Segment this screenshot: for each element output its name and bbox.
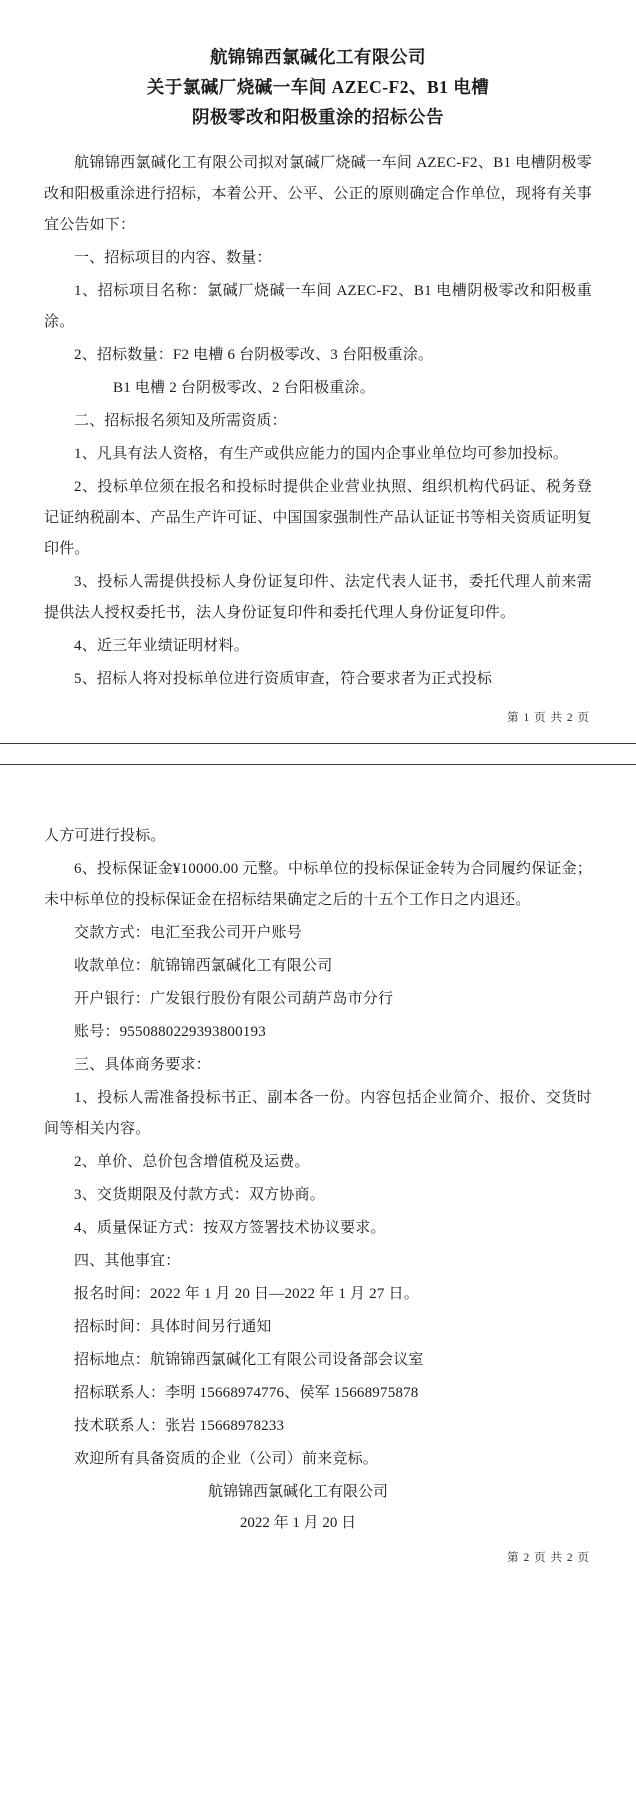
page-break-divider bbox=[0, 743, 636, 765]
title-line-1: 航锦锦西氯碱化工有限公司 bbox=[210, 47, 426, 67]
paragraph: 航锦锦西氯碱化工有限公司拟对氯碱厂烧碱一车间 AZEC-F2、B1 电槽阴极零改和阳极重涂进行招标，本着公开、公平、公正的原则确定合作单位，现将有关事宜公告如下： bbox=[44, 155, 592, 233]
signature-date: 2022 年 1 月 20 日 bbox=[239, 1515, 357, 1531]
signature-block bbox=[44, 1477, 592, 1539]
page-1-footer: 第 1 页 共 2 页 bbox=[507, 712, 590, 724]
paragraph: B1 电槽 2 台阴极零改、2 台阳极重涂。 bbox=[113, 380, 375, 396]
paragraph: 4、近三年业绩证明材料。 bbox=[74, 638, 249, 654]
bid-time: 招标时间：具体时间另行通知 bbox=[74, 1319, 272, 1335]
payee-name: 收款单位：航锦锦西氯碱化工有限公司 bbox=[74, 958, 333, 974]
page-2-body bbox=[44, 821, 592, 1475]
document-page-2 bbox=[0, 765, 636, 1579]
paragraph: 1、投标人需准备投标书正、副本各一份。内容包括企业简介、报价、交货时间等相关内容。 bbox=[44, 1090, 592, 1137]
closing-invitation: 欢迎所有具备资质的企业（公司）前来竞标。 bbox=[74, 1451, 379, 1467]
paragraph: 2、单价、总价包含增值税及运费。 bbox=[74, 1154, 310, 1170]
paragraph: 1、凡具有法人资格，有生产或供应能力的国内企事业单位均可参加投标。 bbox=[74, 446, 569, 462]
paragraph: 1、招标项目名称：氯碱厂烧碱一车间 AZEC-F2、B1 电槽阴极零改和阳极重涂。 bbox=[44, 283, 592, 330]
paragraph: 人方可进行投标。 bbox=[44, 828, 166, 844]
section-heading-one: 一、招标项目的内容、数量： bbox=[74, 250, 272, 266]
title-line-2: 关于氯碱厂烧碱一车间 AZEC-F2、B1 电槽 bbox=[146, 77, 490, 97]
document-page-1 bbox=[0, 0, 636, 735]
paragraph: 2、投标单位须在报名和投标时提供企业营业执照、组织机构代码证、税务登记证纳税副本、产品生产许可证、中国国家强制性产品认证证书等相关资质证明复印件。 bbox=[44, 479, 592, 557]
section-heading-four: 四、其他事宜： bbox=[74, 1253, 181, 1269]
section-heading-three: 三、具体商务要求： bbox=[74, 1057, 211, 1073]
bid-location: 招标地点：航锦锦西氯碱化工有限公司设备部会议室 bbox=[74, 1352, 424, 1368]
title-line-3: 阴极零改和阳极重涂的招标公告 bbox=[192, 107, 444, 127]
section-heading-two: 二、招标报名须知及所需资质： bbox=[74, 413, 287, 429]
page-title bbox=[50, 42, 586, 132]
bank-name: 开户银行：广发银行股份有限公司葫芦岛市分行 bbox=[74, 991, 394, 1007]
signature-company: 航锦锦西氯碱化工有限公司 bbox=[207, 1484, 388, 1500]
bid-contacts: 招标联系人：李明 15668974776、侯军 15668975878 bbox=[74, 1385, 419, 1401]
page-2-footer: 第 2 页 共 2 页 bbox=[507, 1552, 590, 1564]
payment-method: 交款方式：电汇至我公司开户账号 bbox=[74, 925, 303, 941]
account-number: 账号：9550880229393800193 bbox=[74, 1024, 266, 1040]
paragraph: 5、招标人将对投标单位进行资质审查，符合要求者为正式投标 bbox=[74, 671, 493, 687]
paragraph: 6、投标保证金¥10000.00 元整。中标单位的投标保证金转为合同履约保证金；未中标单位的投标保证金在招标结果确定之后的十五个工作日之内退还。 bbox=[44, 861, 593, 908]
paragraph: 2、招标数量：F2 电槽 6 台阴极零改、3 台阳极重涂。 bbox=[74, 347, 434, 363]
paragraph: 3、交货期限及付款方式：双方协商。 bbox=[74, 1187, 325, 1203]
page-1-body bbox=[44, 148, 592, 695]
paragraph: 4、质量保证方式：按双方签署技术协议要求。 bbox=[74, 1220, 386, 1236]
technical-contact: 技术联系人：张岩 15668978233 bbox=[74, 1418, 285, 1434]
paragraph: 3、投标人需提供投标人身份证复印件、法定代表人证书，委托代理人前来需提供法人授权委托书，法人身份证复印件和委托代理人身份证复印件。 bbox=[44, 574, 592, 621]
registration-period: 报名时间：2022 年 1 月 20 日—2022 年 1 月 27 日。 bbox=[74, 1286, 419, 1302]
